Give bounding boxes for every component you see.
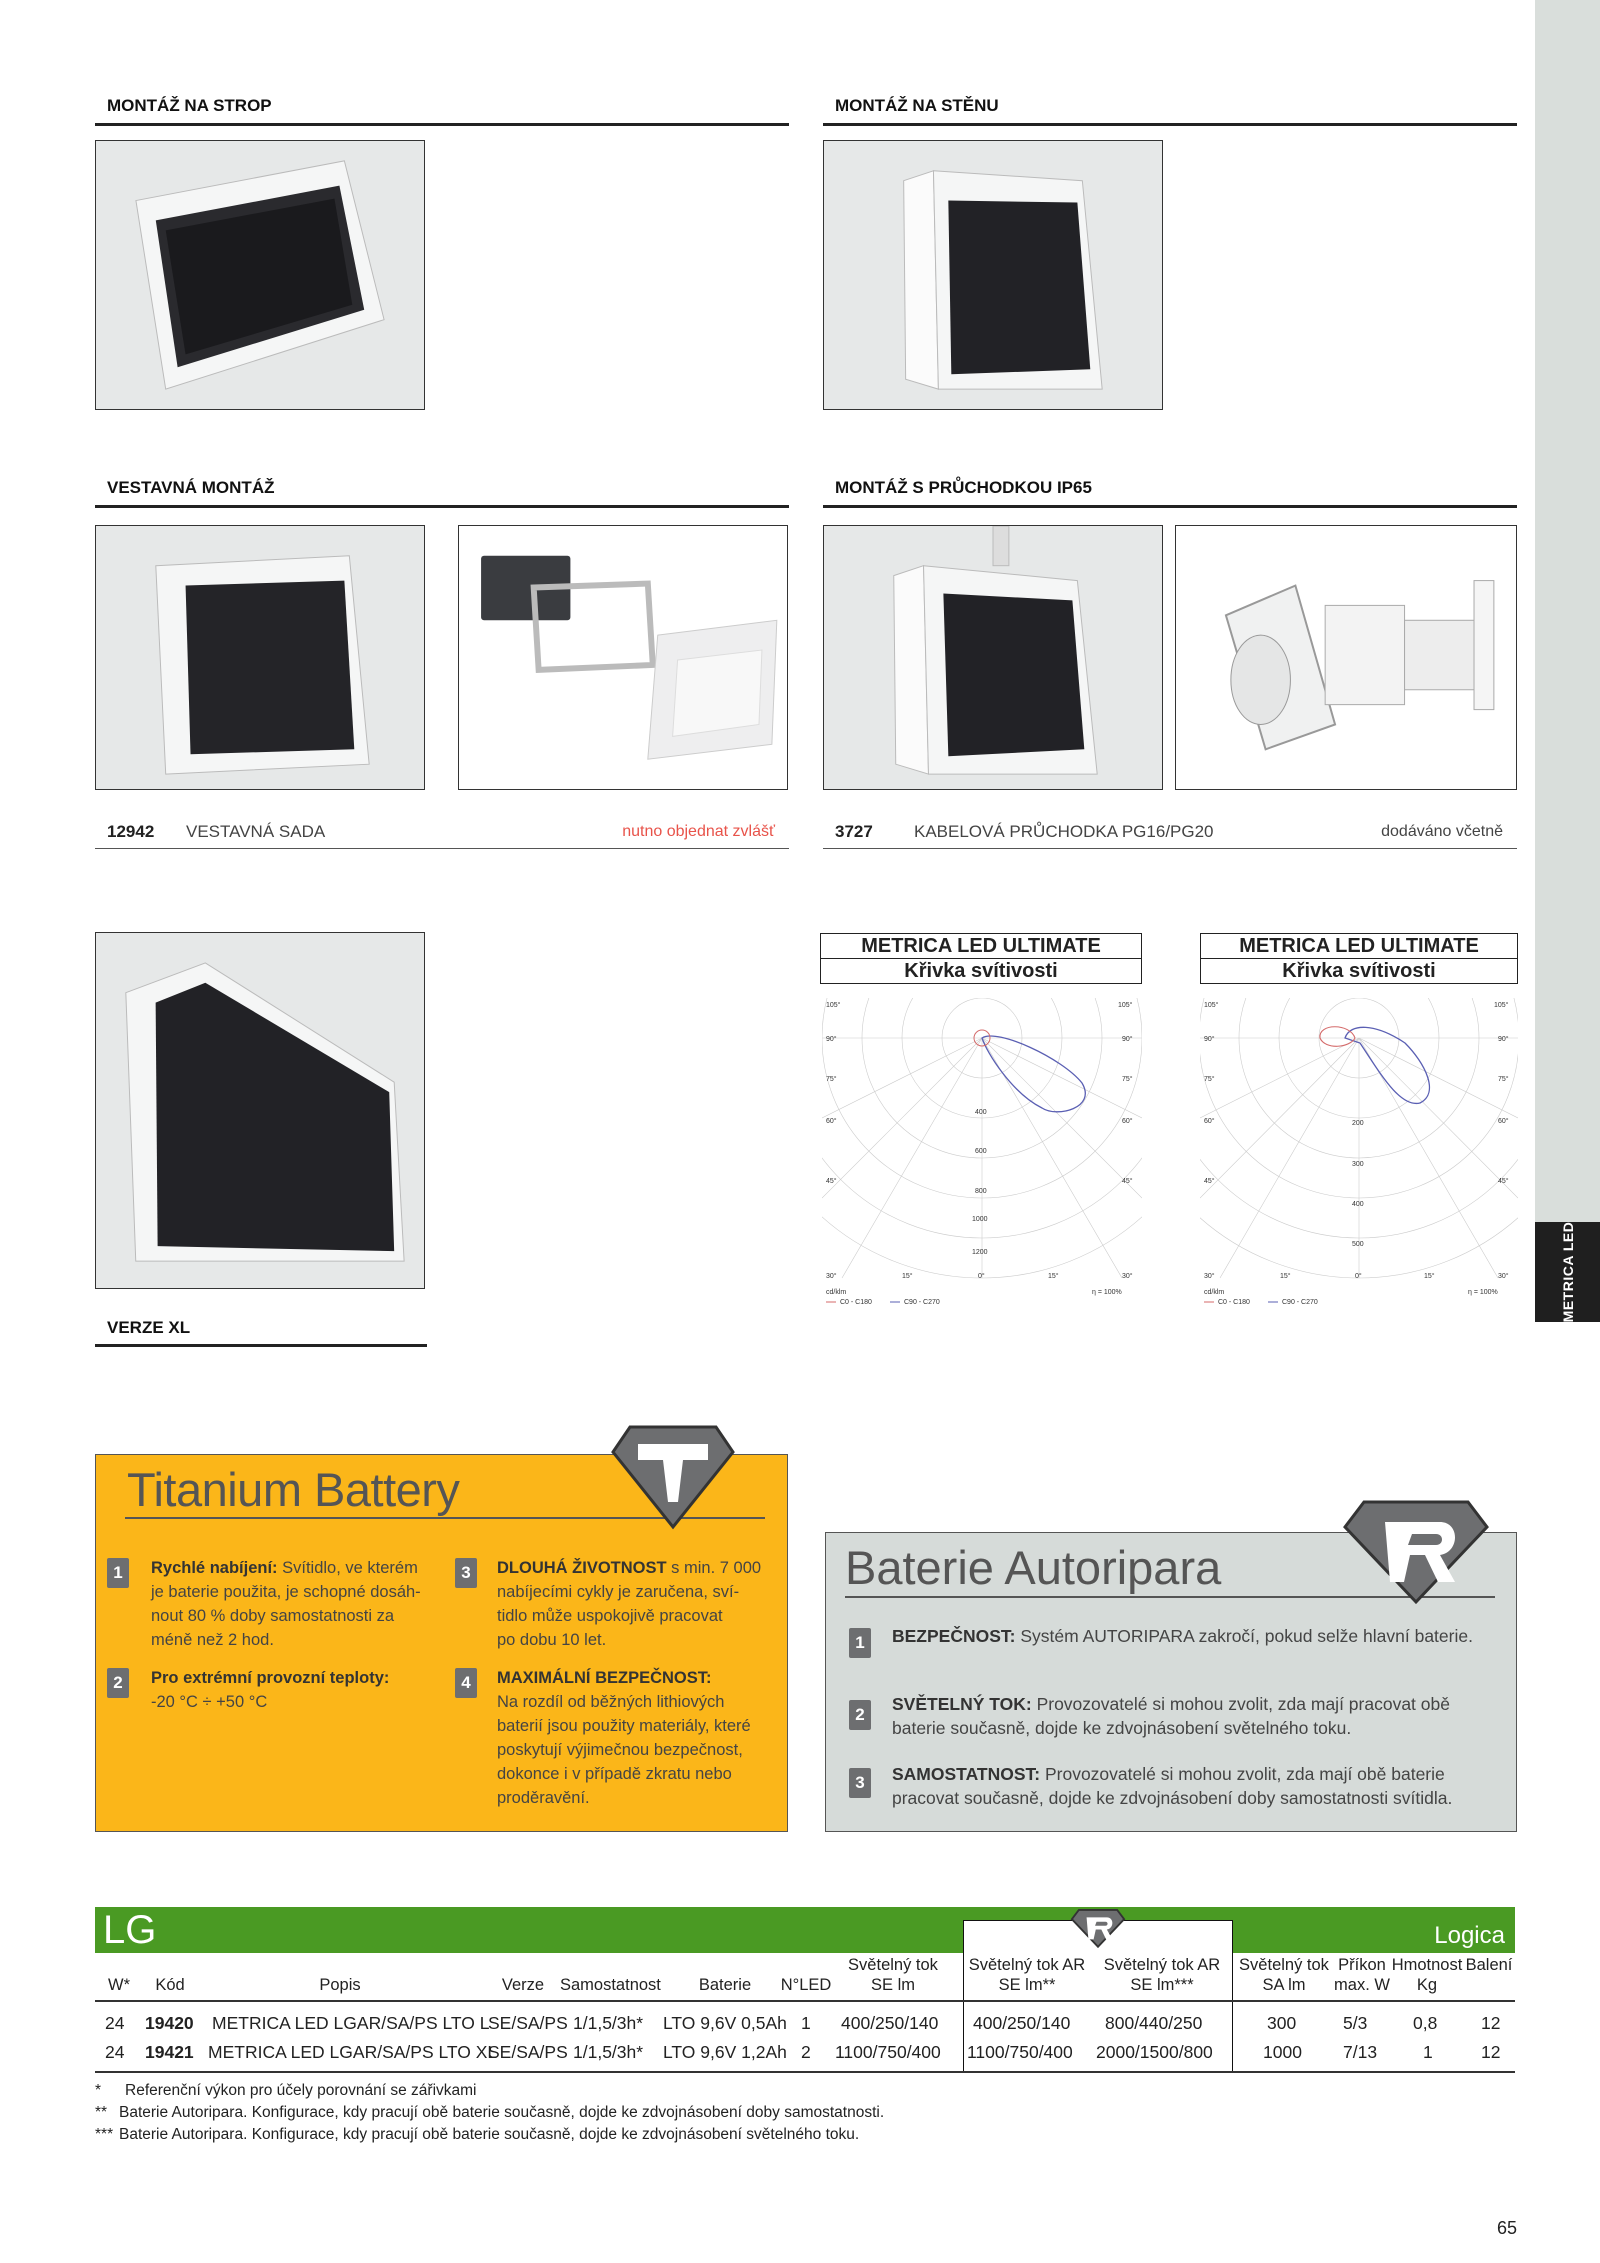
accessory-description: KABELOVÁ PRŮCHODKA PG16/PG20 xyxy=(914,822,1214,841)
section-title-vestavna: VESTAVNÁ MONTÁŽ xyxy=(107,478,275,497)
angle-label: 105° xyxy=(1204,1002,1219,1009)
angle-label: 0° xyxy=(1355,1273,1362,1280)
cell-prikon: 5/3 xyxy=(1343,2013,1368,2033)
cell-baterie: LTO 9,6V 1,2Ah xyxy=(663,2042,787,2062)
col-header-verze: Verze xyxy=(501,1976,545,1994)
feature-bold: DLOUHÁ ŽIVOTNOST xyxy=(497,1559,667,1577)
header-line: SE lm*** xyxy=(1130,1976,1194,1994)
cell-se: 400/250/140 xyxy=(841,2013,939,2033)
photo-recessed-mount xyxy=(95,525,425,790)
feature-line: Provozovatelé si mohou zvolit, zda mají obě baterie xyxy=(1040,1764,1445,1784)
ring-label: 200 xyxy=(1352,1120,1364,1127)
header-line: Kg xyxy=(1416,1976,1438,1994)
cell-w: 24 xyxy=(105,2013,125,2033)
angle-label: 15° xyxy=(1424,1273,1435,1280)
feature-line: proděravění. xyxy=(497,1789,590,1807)
angle-label: 105° xyxy=(1118,1002,1133,1009)
angle-label: 75° xyxy=(1498,1076,1509,1083)
feature-number: 2 xyxy=(107,1668,129,1698)
eta-label: η = 100% xyxy=(1092,1289,1122,1296)
ring-label: 400 xyxy=(1352,1201,1364,1208)
cell-sa: 300 xyxy=(1267,2013,1297,2033)
angle-label: 45° xyxy=(826,1178,837,1185)
feature-line: Provozovatelé si mohou zvolit, zda mají pracovat obě xyxy=(1031,1694,1450,1714)
photo-recessed-kit xyxy=(458,525,788,790)
section-rule xyxy=(823,505,1517,508)
feature-bold: MAXIMÁLNÍ BEZPEČNOST: xyxy=(497,1669,712,1687)
legend-c0: C0 - C180 xyxy=(840,1299,872,1306)
section-rule xyxy=(95,123,789,126)
feature-line: pracovat současně, dojde ke zdvojnásobení doby samostatnosti svítidla. xyxy=(892,1788,1453,1808)
header-line: Hmotnost xyxy=(1391,1956,1463,1974)
cell-nled: 2 xyxy=(801,2042,811,2062)
accessory-description: VESTAVNÁ SADA xyxy=(186,822,326,841)
footnote xyxy=(95,2102,1095,2124)
cell-ar2: 800/440/250 xyxy=(1105,2013,1203,2033)
header-line: SE lm xyxy=(870,1976,915,1994)
section-title-xl: VERZE XL xyxy=(107,1318,191,1337)
row-divider xyxy=(823,848,1517,849)
cell-baleni: 12 xyxy=(1481,2013,1501,2033)
cell-se: 1100/750/400 xyxy=(835,2042,941,2062)
ring-label: 800 xyxy=(975,1188,987,1195)
section-title-stena: MONTÁŽ NA STĚNU xyxy=(835,96,999,115)
table-bottom-rule xyxy=(95,2071,1515,2073)
col-header-hmotnost xyxy=(1391,1955,1463,1995)
cell-hmotnost: 1 xyxy=(1423,2042,1433,2062)
cell-verze: SE/SA/PS xyxy=(488,2042,568,2062)
feature-number: 3 xyxy=(455,1558,477,1588)
cell-ar2: 2000/1500/800 xyxy=(1096,2042,1213,2062)
photo-cable-gland xyxy=(1175,525,1517,790)
feature-line: -20 °C ÷ +50 °C xyxy=(151,1693,268,1711)
section-rule xyxy=(823,123,1517,126)
cell-ar1: 400/250/140 xyxy=(973,2013,1071,2033)
angle-label: 75° xyxy=(1204,1076,1215,1083)
cell-hmotnost: 0,8 xyxy=(1413,2013,1438,2033)
angle-label: 30° xyxy=(826,1273,837,1280)
ring-label: 600 xyxy=(975,1148,987,1155)
row-divider xyxy=(95,848,789,849)
col-header-samostatnost: Samostatnost xyxy=(560,1976,661,1994)
feature-line: nabíjecími cykly je zaručena, sví- xyxy=(497,1583,740,1601)
angle-label: 45° xyxy=(1122,1178,1133,1185)
angle-label: 105° xyxy=(826,1002,841,1009)
feature-bold: SVĚTELNÝ TOK: xyxy=(892,1694,1032,1714)
photo-wall-mount xyxy=(823,140,1163,410)
lg-title: LG xyxy=(103,1908,157,1952)
footnote-mark: * xyxy=(95,2082,102,2099)
col-header-w: W* xyxy=(108,1976,130,1994)
feature-line: Svítidlo, ve kterém xyxy=(277,1559,418,1577)
cell-samostatnost: 1/1,5/3h* xyxy=(573,2013,644,2033)
section-rule xyxy=(95,1344,427,1347)
table-header-rule xyxy=(95,2000,1515,2002)
feature-line: baterií jsou použity materiály, které xyxy=(497,1717,751,1735)
footnote-mark: ** xyxy=(95,2104,108,2121)
footnote xyxy=(95,2080,1095,2102)
polar-diagram-2 xyxy=(1200,998,1518,1308)
angle-label: 0° xyxy=(978,1273,985,1280)
unit-label: cd/klm xyxy=(826,1289,847,1296)
ring-label: 300 xyxy=(1352,1161,1364,1168)
feature-text xyxy=(497,1556,787,1652)
feature-number: 2 xyxy=(849,1700,871,1730)
autoripara-title: Baterie Autoripara xyxy=(845,1541,1222,1594)
angle-label: 15° xyxy=(902,1273,913,1280)
sidebar-label-box xyxy=(1535,1222,1600,1322)
angle-label: 30° xyxy=(1204,1273,1215,1280)
curve-title-box xyxy=(820,933,1142,984)
footnote-text: Referenční výkon pro účely porovnání se zářivkami xyxy=(125,2082,477,2099)
photo-ceiling-mount xyxy=(95,140,425,410)
angle-label: 30° xyxy=(1498,1273,1509,1280)
footnote-text: Baterie Autoripara. Konfigurace, kdy pracují obě baterie současně, dojde ke zdvojnásobení doby samostatnosti. xyxy=(119,2104,885,2121)
brand-label: Logica xyxy=(1434,1922,1505,1949)
cell-verze: SE/SA/PS xyxy=(488,2013,568,2033)
cell-ar1: 1100/750/400 xyxy=(967,2042,1073,2062)
titanium-shield-icon xyxy=(608,1422,738,1530)
cell-w: 24 xyxy=(105,2042,125,2062)
photo-gland-mount xyxy=(823,525,1163,790)
angle-label: 60° xyxy=(1204,1118,1215,1125)
angle-label: 45° xyxy=(1498,1178,1509,1185)
feature-number: 4 xyxy=(455,1668,477,1698)
feature-line: Na rozdíl od běžných lithiových xyxy=(497,1693,725,1711)
accessory-code: 3727 xyxy=(835,822,873,841)
col-header-prikon xyxy=(1333,1955,1391,1995)
feature-text xyxy=(892,1762,1502,1810)
cell-popis: METRICA LED LGAR/SA/PS LTO XL xyxy=(208,2042,498,2062)
feature-text xyxy=(892,1692,1502,1740)
header-line: max. W xyxy=(1334,1976,1390,1994)
feature-line: Systém AUTORIPARA zakročí, pokud selže hlavní baterie. xyxy=(1015,1626,1473,1646)
cell-kod: 19420 xyxy=(145,2013,194,2033)
feature-line: je baterie použita, je schopné dosáh- xyxy=(151,1583,421,1601)
photo-xl-version xyxy=(95,932,425,1289)
col-header-sa xyxy=(1235,1955,1333,1995)
feature-bold: BEZPEČNOST: xyxy=(892,1626,1016,1646)
col-header-se xyxy=(834,1955,952,1995)
cell-popis: METRICA LED LGAR/SA/PS LTO L xyxy=(212,2013,490,2033)
cell-sa: 1000 xyxy=(1263,2042,1302,2062)
angle-label: 60° xyxy=(1498,1118,1509,1125)
header-line: Světelný tok xyxy=(1239,1956,1329,1974)
ring-label: 500 xyxy=(1352,1241,1364,1248)
accessory-code: 12942 xyxy=(107,822,155,841)
titanium-title: Titanium Battery xyxy=(127,1463,460,1516)
cell-nled: 1 xyxy=(801,2013,811,2033)
feature-bold: SAMOSTATNOST: xyxy=(892,1764,1041,1784)
feature-text xyxy=(497,1666,787,1810)
table-row xyxy=(95,2013,1515,2041)
feature-line: tidlo může uspokojivě pracovat xyxy=(497,1607,723,1625)
curve-title-box xyxy=(1200,933,1518,984)
footnote xyxy=(95,2124,1095,2146)
section-rule xyxy=(95,505,789,508)
sidebar-label: METRICA LED xyxy=(1560,1221,1576,1323)
accessory-note: nutno objednat zvlášť xyxy=(622,823,775,840)
feature-text xyxy=(151,1556,441,1652)
header-line: SE lm** xyxy=(998,1976,1056,1994)
header-line: Světelný tok AR xyxy=(1103,1956,1221,1974)
ring-label: 400 xyxy=(975,1109,987,1116)
col-header-ar2 xyxy=(1094,1955,1230,1995)
ring-label: 1200 xyxy=(972,1249,988,1256)
feature-line: méně než 2 hod. xyxy=(151,1631,274,1649)
col-header-kod: Kód xyxy=(155,1976,185,1994)
footnote-mark: *** xyxy=(95,2126,114,2143)
lg-header-bar xyxy=(95,1907,1515,1953)
accessory-note: dodáváno včetně xyxy=(1381,823,1503,840)
polar-diagram-1 xyxy=(822,998,1142,1308)
feature-number: 1 xyxy=(849,1628,871,1658)
cell-prikon: 7/13 xyxy=(1343,2042,1378,2062)
angle-label: 60° xyxy=(826,1118,837,1125)
cell-baterie: LTO 9,6V 0,5Ah xyxy=(663,2013,787,2033)
section-title-pruchodka: MONTÁŽ S PRŮCHODKOU IP65 xyxy=(835,478,1092,497)
cell-baleni: 12 xyxy=(1481,2042,1501,2062)
section-title-strop: MONTÁŽ NA STROP xyxy=(107,96,272,115)
angle-label: 30° xyxy=(1122,1273,1133,1280)
feature-bold: Rychlé nabíjení: xyxy=(151,1559,278,1577)
curve-title: METRICA LED ULTIMATE xyxy=(1201,934,1517,959)
col-header-popis: Popis xyxy=(319,1976,361,1994)
cell-kod: 19421 xyxy=(145,2042,194,2062)
angle-label: 75° xyxy=(1122,1076,1133,1083)
angle-label: 90° xyxy=(826,1036,837,1043)
footnotes xyxy=(95,2080,1095,2146)
col-header-baleni: Balení xyxy=(1465,1956,1513,1974)
feature-text xyxy=(892,1624,1502,1648)
legend-c0: C0 - C180 xyxy=(1218,1299,1250,1306)
sidebar-strip xyxy=(1535,0,1600,1322)
eta-label: η = 100% xyxy=(1468,1289,1498,1296)
legend-c90: C90 - C270 xyxy=(1282,1299,1318,1306)
curve-subtitle: Křivka svítivosti xyxy=(1282,960,1436,982)
curve-subtitle: Křivka svítivosti xyxy=(904,960,1058,982)
angle-label: 45° xyxy=(1204,1178,1215,1185)
legend-c90: C90 - C270 xyxy=(904,1299,940,1306)
header-line: Světelný tok AR xyxy=(968,1956,1086,1974)
feature-bold: Pro extrémní provozní teploty: xyxy=(151,1669,390,1687)
feature-line: baterie současně, dojde ke zdvojnásobení světelného toku. xyxy=(892,1718,1352,1738)
angle-label: 75° xyxy=(826,1076,837,1083)
cell-samostatnost: 1/1,5/3h* xyxy=(573,2042,644,2062)
header-line: Příkon xyxy=(1338,1956,1386,1974)
header-line: SA lm xyxy=(1262,1976,1306,1994)
feature-line: dokonce i v případě zkratu nebo xyxy=(497,1765,732,1783)
angle-label: 90° xyxy=(1122,1036,1133,1043)
autoripara-small-icon xyxy=(1070,1908,1126,1948)
feature-line: po dobu 10 let. xyxy=(497,1631,607,1649)
col-header-ar1 xyxy=(963,1955,1091,1995)
page-number: 65 xyxy=(1497,2218,1518,2238)
curve-title: METRICA LED ULTIMATE xyxy=(821,934,1141,959)
feature-number: 3 xyxy=(849,1768,871,1798)
feature-text xyxy=(151,1666,441,1714)
feature-number: 1 xyxy=(107,1558,129,1588)
col-header-nled: N°LED xyxy=(780,1976,832,1994)
autoripara-shield-icon xyxy=(1340,1497,1492,1605)
angle-label: 15° xyxy=(1280,1273,1291,1280)
table-row xyxy=(95,2042,1515,2070)
angle-label: 90° xyxy=(1498,1036,1509,1043)
angle-label: 15° xyxy=(1048,1273,1059,1280)
feature-line: s min. 7 000 xyxy=(666,1559,762,1577)
unit-label: cd/klm xyxy=(1204,1289,1225,1296)
angle-label: 105° xyxy=(1494,1002,1509,1009)
header-line: Světelný tok xyxy=(848,1956,938,1974)
angle-label: 60° xyxy=(1122,1118,1133,1125)
ring-label: 1000 xyxy=(972,1216,988,1223)
angle-label: 90° xyxy=(1204,1036,1215,1043)
footnote-text: Baterie Autoripara. Konfigurace, kdy pracují obě baterie současně, dojde ke zdvojnásobení světelného toku. xyxy=(119,2126,860,2143)
col-header-baterie: Baterie xyxy=(698,1976,752,1994)
feature-line: poskytují výjimečnou bezpečnost, xyxy=(497,1741,743,1759)
feature-line: nout 80 % doby samostatnosti za xyxy=(151,1607,395,1625)
